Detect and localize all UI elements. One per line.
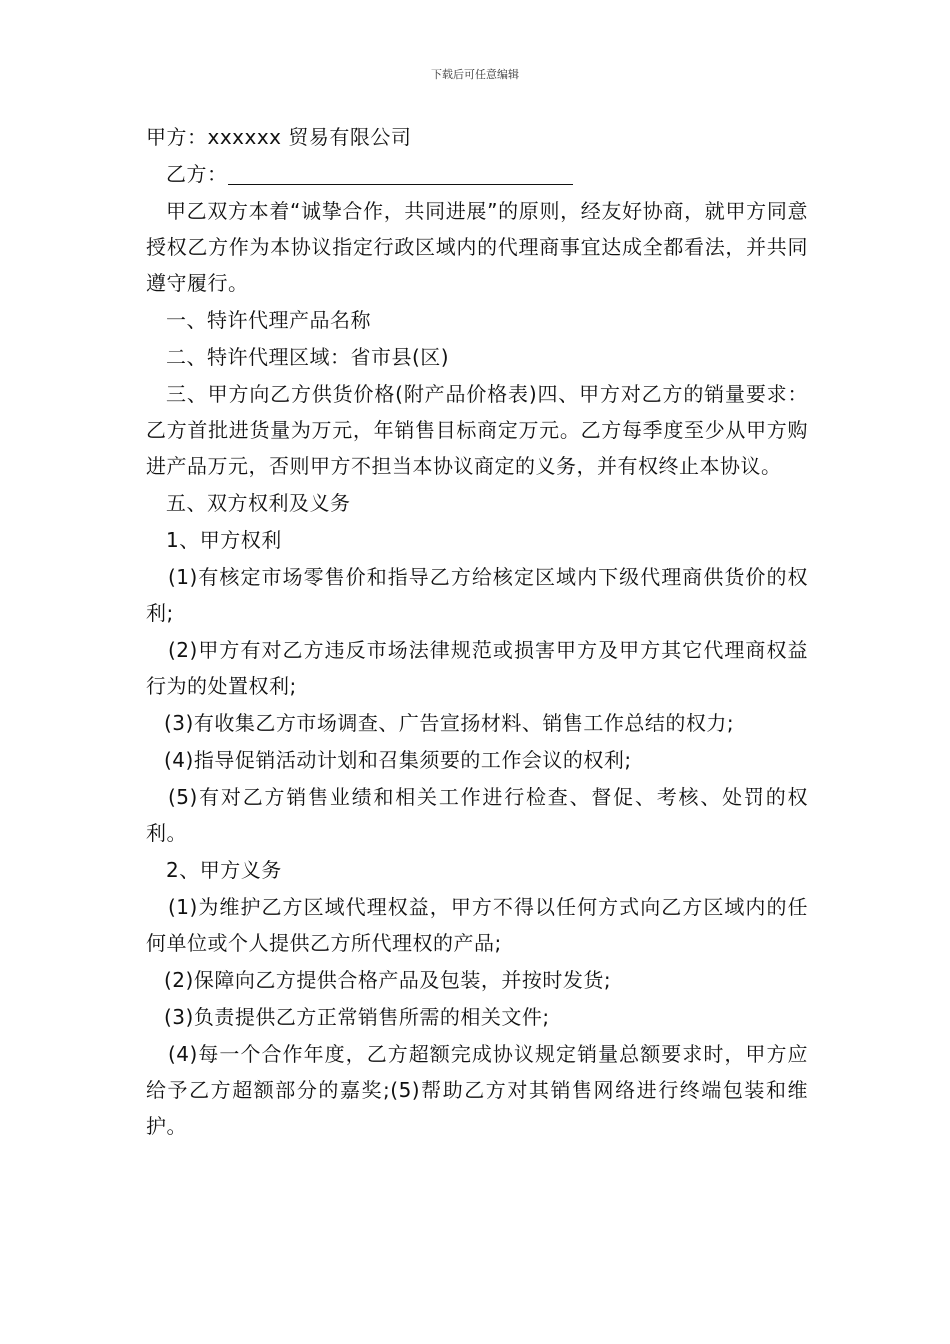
sub-2-heading: 2、甲方义务 (166, 858, 282, 882)
rights-item: (4)指导促销活动计划和召集须要的工作会议的权利; (164, 748, 632, 772)
sub-1-heading: 1、甲方权利 (166, 528, 282, 552)
section-1-heading: 一、特许代理产品名称 (166, 308, 371, 332)
party-a-line: 甲方：xxxxxx 贸易有限公司 (146, 125, 412, 149)
rights-item: (2)甲方有对乙方违反市场法律规范或损害甲方及甲方其它代理商权益行为的处置权利; (146, 638, 808, 698)
rights-item: (5)有对乙方销售业绩和相关工作进行检查、督促、考核、处罚的权利。 (146, 785, 808, 845)
obligations-item: (2)保障向乙方提供合格产品及包装，并按时发货; (164, 968, 612, 992)
party-b-line (146, 156, 808, 192)
section-5-heading: 五、双方权利及义务 (166, 491, 351, 515)
obligations-item: (3)负责提供乙方正常销售所需的相关文件; (164, 1005, 550, 1029)
rights-item: (3)有收集乙方市场调查、广告宣扬材料、销售工作总结的权力; (164, 711, 735, 735)
intro-paragraph: 甲乙双方本着“诚挚合作，共同进展”的原则，经友好协商，就甲方同意授权乙方作为本协议指定行政区域内的代理商事宜达成全都看法，并共同遵守履行。 (146, 199, 808, 295)
party-b-blank (228, 162, 573, 185)
party-b-label: 乙方： (166, 162, 228, 186)
obligations-item: (4)每一个合作年度，乙方超额完成协议规定销量总额要求时，甲方应给予乙方超额部分的嘉奖;(5)帮助乙方对其销售网络进行终端包装和维护。 (146, 1042, 808, 1138)
contract-body (146, 119, 808, 1145)
rights-item: (1)有核定市场零售价和指导乙方给核定区域内下级代理商供货价的权利; (146, 565, 808, 625)
section-3-4-paragraph: 三、甲方向乙方供货价格(附产品价格表)四、甲方对乙方的销量要求：乙方首批进货量为万元，年销售目标商定万元。乙方每季度至少从甲方购进产品万元，否则甲方不担当本协议商定的义务，并有权终止本协议。 (146, 382, 808, 478)
page-header: 下载后可任意编辑 (431, 68, 519, 81)
obligations-item: (1)为维护乙方区域代理权益，甲方不得以任何方式向乙方区域内的任何单位或个人提供乙方所代理权的产品; (146, 895, 808, 955)
section-2-heading: 二、特许代理区域：省市县(区) (166, 345, 450, 369)
